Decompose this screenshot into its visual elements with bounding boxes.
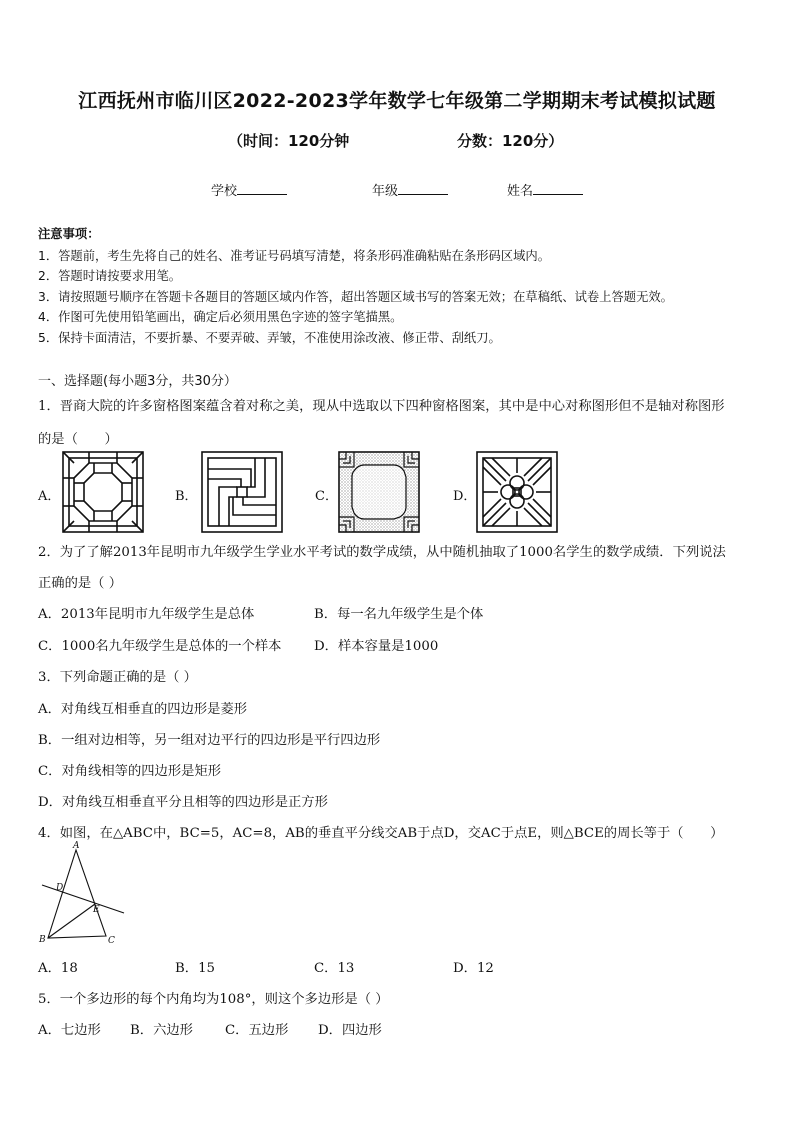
note-item: 5．保持卡面清洁，不要折暴、不要弄破、弄皱，不准使用涂改液、修正带、刮纸刀。 — [38, 331, 501, 345]
exam-time: （时间：120分钟 — [228, 132, 350, 150]
note-item: 4．作图可先使用铅笔画出，确定后必须用黑色字迹的签字笔描黑。 — [38, 310, 403, 324]
name-label: 姓名 — [507, 184, 534, 199]
q2-option-a[interactable]: A．2013年昆明市九年级学生是总体 — [38, 607, 255, 622]
q4-option-c[interactable]: C．13 — [314, 961, 355, 976]
q3-option-a[interactable]: A．对角线互相垂直的四边形是菱形 — [38, 702, 248, 717]
q1-pattern-b-figure — [201, 451, 283, 533]
note-item: 3．请按照题号顺序在答题卡各题目的答题区域内作答，超出答题区域书写的答案无效；在草稿纸、试卷上答题无效。 — [38, 290, 673, 304]
page-title: 江西抚州市临川区2022-2023学年数学七年级第二学期期末考试模拟试题 — [78, 90, 716, 112]
school-blank — [237, 182, 287, 195]
q2-stem-line1: 2．为了了解2013年昆明市九年级学生学业水平考试的数学成绩，从中随机抽取了1000名学生的数学成绩．下列说法 — [38, 545, 726, 560]
q3-option-c[interactable]: C．对角线相等的四边形是矩形 — [38, 764, 222, 779]
q1-option-a-label[interactable]: A． — [38, 489, 61, 504]
q5-option-b[interactable]: B．六边形 — [130, 1023, 193, 1038]
point-a-label: A — [73, 841, 80, 851]
q2-stem-line2: 正确的是（ ） — [38, 576, 123, 591]
q5-option-d[interactable]: D．四边形 — [318, 1023, 382, 1038]
q1-pattern-c-figure — [338, 451, 420, 533]
q3-stem: 3．下列命题正确的是（ ） — [38, 670, 197, 685]
grade-blank — [398, 182, 448, 195]
notes-heading: 注意事项： — [38, 227, 100, 241]
q1-option-c-label[interactable]: C． — [315, 489, 338, 504]
point-e-label: E — [93, 905, 100, 915]
note-item: 1．答题前，考生先将自己的姓名、准考证号码填写清楚，将条形码准确粘贴在条形码区域内。 — [38, 249, 550, 263]
q4-option-a[interactable]: A．18 — [38, 961, 78, 976]
q1-stem-line2: 的是（ ） — [38, 432, 118, 447]
name-field[interactable] — [507, 180, 583, 199]
exam-score: 分数：120分） — [457, 132, 564, 150]
q2-option-d[interactable]: D．样本容量是1000 — [314, 639, 439, 654]
school-field[interactable] — [211, 180, 287, 199]
section-heading: 一、选择题(每小题3分，共30分） — [38, 374, 237, 389]
q4-triangle-figure — [36, 840, 136, 948]
note-item: 2．答题时请按要求用笔。 — [38, 269, 182, 283]
q2-option-c[interactable]: C．1000名九年级学生是总体的一个样本 — [38, 639, 282, 654]
q2-option-b[interactable]: B．每一名九年级学生是个体 — [314, 607, 484, 622]
q5-option-c[interactable]: C．五边形 — [225, 1023, 289, 1038]
point-b-label: B — [39, 935, 46, 945]
q1-option-d-label[interactable]: D． — [453, 489, 477, 504]
grade-field[interactable] — [372, 180, 448, 199]
q3-option-d[interactable]: D．对角线互相垂直平分且相等的四边形是正方形 — [38, 795, 328, 810]
q4-option-d[interactable]: D．12 — [453, 961, 494, 976]
q5-stem: 5．一个多边形的每个内角均为108°，则这个多边形是（ ） — [38, 992, 389, 1007]
grade-label: 年级 — [372, 184, 399, 199]
point-c-label: C — [108, 936, 115, 946]
q1-pattern-a-figure — [62, 451, 144, 533]
point-d-label: D — [56, 883, 64, 893]
q3-option-b[interactable]: B．一组对边相等，另一组对边平行的四边形是平行四边形 — [38, 733, 381, 748]
q1-pattern-d-figure — [476, 451, 558, 533]
q4-stem: 4．如图，在△ABC中，BC=5，AC=8，AB的垂直平分线交AB于点D，交AC于点E，则△BCE的周长等于（ ） — [38, 826, 724, 841]
school-label: 学校 — [211, 184, 238, 199]
name-blank — [533, 182, 583, 195]
q4-option-b[interactable]: B．15 — [175, 961, 215, 976]
q5-option-a[interactable]: A．七边形 — [38, 1023, 101, 1038]
q1-option-b-label[interactable]: B． — [175, 489, 198, 504]
q1-stem-line1: 1．晋商大院的许多窗格图案蕴含着对称之美，现从中选取以下四种窗格图案，其中是中心对称图形但不是轴对称图形 — [38, 399, 725, 414]
